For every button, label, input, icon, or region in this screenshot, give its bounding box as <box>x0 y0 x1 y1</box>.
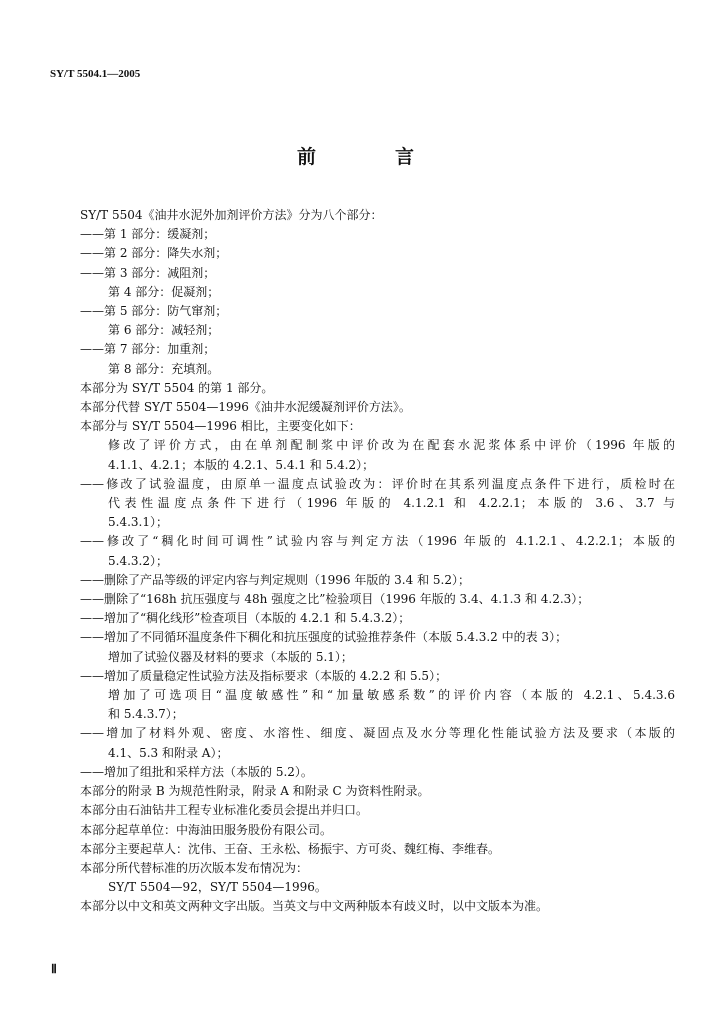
text-line: 本部分起草单位：中海油田服务股份有限公司。 <box>80 822 333 837</box>
text-line: ——第 2 部分：降失水剂； <box>80 246 228 261</box>
text-line: 本部分代替 SY/T 5504—1996《油井水泥缓凝剂评价方法》。 <box>80 400 411 415</box>
text-line: ——第 7 部分：加重剂； <box>80 342 216 357</box>
text-line: ——第 5 部分：防气窜剂； <box>80 304 228 319</box>
text-line: 本部分由石油钻井工程专业标准化委员会提出并归口。 <box>80 803 369 818</box>
text-line: ——第 1 部分：缓凝剂； <box>80 227 216 242</box>
text-line: ——第 3 部分：减阻剂； <box>80 265 216 280</box>
text-line: 第 6 部分：减轻剂； <box>108 323 220 338</box>
text-line: 第 4 部分：促凝剂； <box>108 284 220 299</box>
text-line: 本部分主要起草人：沈伟、王奋、王永松、杨振宇、方可炎、魏红梅、李维春。 <box>80 841 501 856</box>
text-line: ——增加了“稠化线形”检查项目（本版的 4.2.1 和 5.4.3.2）； <box>80 611 411 626</box>
page-title: 前 言 <box>296 146 444 168</box>
text-line: ——删除了产品等级的评定内容与判定规则（1996 年版的 3.4 和 5.2）； <box>80 572 470 587</box>
text-line: 本部分以中文和英文两种文字出版。当英文与中文两种版本有歧义时，以中文版本为准。 <box>80 899 549 914</box>
foreword-body <box>80 206 675 917</box>
text-line: 代表性温度点条件下进行（1996 年版的 4.1.2.1 和 4.2.2.1；本版的 3.6、3.7 与 <box>108 496 675 511</box>
text-line: ——修改了“稠化时间可调性”试验内容与判定方法（1996 年版的 4.1.2.1、4.2.2.1；本版的 <box>80 534 675 549</box>
text-line: ——增加了质量稳定性试验方法及指标要求（本版的 4.2.2 和 5.5）； <box>80 668 448 683</box>
text-line: 5.4.3.1）； <box>108 515 168 530</box>
text-line: 第 8 部分：充填剂。 <box>108 361 220 376</box>
text-line: 增加了试验仪器及材料的要求（本版的 5.1）； <box>108 649 353 664</box>
text-line: ——删除了“168h 抗压强度与 48h 强度之比”检验项目（1996 年版的 3.4、4.1.3 和 4.2.3）； <box>80 592 590 607</box>
text-line: 4.1、5.3 和附录 A）； <box>108 745 229 760</box>
standard-code: SY/T 5504.1—2005 <box>50 68 141 80</box>
text-line: ——修改了试验温度，由原单一温度点试验改为：评价时在其系列温度点条件下进行，质检时在 <box>80 476 675 491</box>
text-line: ——增加了不同循环温度条件下稠化和抗压强度的试验推荐条件（本版 5.4.3.2 中的表 3）； <box>80 630 568 645</box>
text-line: 本部分所代替标准的历次版本发布情况为： <box>80 860 309 875</box>
text-line: SY/T 5504《油井水泥外加剂评价方法》分为八个部分： <box>80 208 383 222</box>
text-line: 本部分的附录 B 为规范性附录，附录 A 和附录 C 为资料性附录。 <box>80 784 430 799</box>
text-line: 增加了可选项目“温度敏感性”和“加量敏感系数”的评价内容（本版的 4.2.1、5.4.3.6 <box>108 688 675 703</box>
page-number: Ⅱ <box>51 962 57 976</box>
text-line: ——增加了组批和采样方法（本版的 5.2）。 <box>80 764 313 779</box>
text-line: 4.1.1、4.2.1；本版的 4.2.1、5.4.1 和 5.4.2）； <box>108 457 375 472</box>
text-line: SY/T 5504—92，SY/T 5504—1996。 <box>108 880 327 895</box>
text-line: 5.4.3.2）； <box>108 553 168 568</box>
text-line: 本部分为 SY/T 5504 的第 1 部分。 <box>80 380 274 395</box>
text-line: 修改了评价方式，由在单剂配制浆中评价改为在配套水泥浆体系中评价（1996 年版的 <box>108 438 675 453</box>
text-line: 和 5.4.3.7）； <box>108 707 184 722</box>
text-line: ——增加了材料外观、密度、水溶性、细度、凝固点及水分等理化性能试验方法及要求（本版的 <box>80 726 675 741</box>
text-line: 本部分与 SY/T 5504—1996 相比，主要变化如下： <box>80 419 361 434</box>
